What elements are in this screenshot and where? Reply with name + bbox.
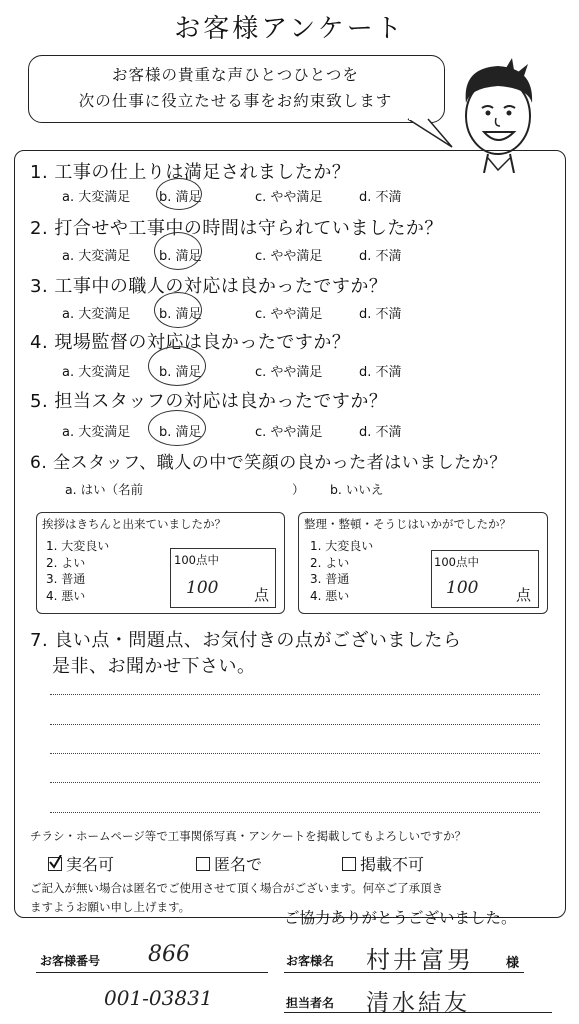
tidy-score-value[interactable]: 100 — [446, 578, 479, 598]
page-title: お客様アンケート — [174, 14, 405, 44]
question-5: 5. 担当スタッフの対応は良かったですか？ — [30, 391, 388, 412]
option-b[interactable]: b. 満足 — [159, 190, 202, 205]
customer-no-value[interactable]: 866 — [148, 942, 190, 967]
rating-item[interactable]: 3. 普通 — [310, 572, 350, 586]
question-6: 6. 全スタッフ、職人の中で笑顔の良かった者はいましたか？ — [30, 453, 507, 473]
customer-no-label: お客様番号 — [40, 954, 101, 968]
speech-bubble-text — [28, 62, 443, 114]
comment-line[interactable] — [50, 753, 540, 754]
comment-line[interactable] — [50, 812, 540, 813]
option-d[interactable]: d. 不満 — [359, 307, 402, 322]
question-5-options — [62, 421, 402, 440]
checkbox-checked-icon[interactable] — [48, 857, 62, 871]
option-c[interactable]: c. やや満足 — [255, 307, 323, 322]
greeting-score-unit: 点 — [254, 586, 270, 604]
option-b[interactable]: b. 満足 — [159, 365, 202, 380]
selected-answer-circle — [148, 410, 206, 446]
comment-line[interactable] — [50, 724, 540, 725]
option-b[interactable]: b. 満足 — [159, 307, 202, 322]
selected-answer-circle — [154, 292, 202, 328]
question-2-options — [62, 245, 402, 264]
selected-answer-circle — [156, 178, 202, 210]
tidy-score-unit: 点 — [516, 586, 532, 604]
option-b[interactable]: b. 満足 — [159, 249, 202, 264]
question-7-line-2: 是非、お聞かせ下さい。 — [52, 656, 256, 677]
question-4-options — [62, 361, 402, 380]
q6-option-a[interactable]: a. はい（名前 — [65, 482, 144, 497]
option-a[interactable]: a. 大変満足 — [62, 190, 131, 205]
question-3-options — [62, 303, 402, 322]
option-a[interactable]: a. 大変満足 — [62, 307, 131, 322]
publish-option-label: 実名可 — [66, 855, 115, 874]
publish-option-label: 匿名で — [214, 855, 263, 874]
option-d[interactable]: d. 不満 — [359, 365, 402, 380]
question-2: 2. 打合せや工事中の時間は守られていましたか？ — [30, 218, 443, 239]
question-4: 4. 現場監督の対応は良かったですか？ — [30, 332, 351, 353]
comment-line[interactable] — [50, 782, 540, 783]
option-d[interactable]: d. 不満 — [359, 425, 402, 440]
rating-item[interactable]: 1. 大変良い — [310, 539, 374, 553]
option-d[interactable]: d. 不満 — [359, 249, 402, 264]
thanks-message: ご協力ありがとうございました。 — [284, 909, 517, 927]
publish-option-real-name[interactable] — [48, 852, 114, 875]
rating-item[interactable]: 2. よい — [310, 555, 350, 570]
greeting-rating-list — [46, 538, 109, 604]
staff-name-value[interactable]: 清水結友 — [366, 990, 470, 1016]
tidy-score-label: 100点中 — [434, 555, 479, 569]
question-1-options — [62, 186, 402, 205]
customer-name-label: お客様名 — [286, 954, 335, 968]
greeting-box-title: 挨拶はきちんと出来ていましたか？ — [42, 517, 226, 531]
checkbox-icon[interactable] — [342, 857, 356, 871]
selected-answer-circle — [148, 346, 206, 386]
option-a[interactable]: a. 大変満足 — [62, 365, 131, 380]
option-c[interactable]: c. やや満足 — [255, 425, 323, 440]
greeting-score-label: 100点中 — [174, 553, 219, 567]
selected-answer-circle — [154, 232, 202, 270]
option-c[interactable]: c. やや満足 — [255, 190, 323, 205]
publish-option-anonymous[interactable] — [196, 852, 262, 875]
question-1: 1. 工事の仕上りは満足されましたか？ — [30, 162, 351, 183]
record-code: 001-03831 — [104, 986, 213, 1010]
q6-paren-close: ） — [292, 482, 305, 497]
publish-option-label: 掲載不可 — [360, 855, 425, 874]
rating-item[interactable]: 1. 大変良い — [46, 539, 110, 553]
rating-item[interactable]: 4. 悪い — [310, 588, 350, 603]
option-d[interactable]: d. 不満 — [359, 190, 402, 205]
question-7-line-1: 7. 良い点・問題点、お気付きの点がございましたら — [30, 630, 462, 651]
rating-item[interactable]: 2. よい — [46, 555, 86, 570]
honorific: 様 — [506, 956, 520, 971]
option-a[interactable]: a. 大変満足 — [62, 249, 131, 264]
rating-item[interactable]: 3. 普通 — [46, 572, 86, 586]
question-3: 3. 工事中の職人の対応は良かったですか？ — [30, 276, 388, 297]
tidy-rating-list — [310, 538, 373, 604]
bubble-line-2: 次の仕事に役立たせる事をお約束致します — [78, 92, 393, 110]
option-c[interactable]: c. やや満足 — [255, 249, 323, 264]
comment-line[interactable] — [50, 694, 540, 695]
customer-name-value[interactable]: 村井富男 — [366, 946, 474, 974]
tidy-box-title: 整理・整頓・そうじはいかがでしたか？ — [304, 517, 511, 531]
option-b[interactable]: b. 満足 — [159, 425, 202, 440]
publish-option-no[interactable] — [342, 852, 424, 875]
publish-question: チラシ・ホームページ等で工事関係写真・アンケートを掲載してもよろしいですか？ — [30, 829, 467, 843]
publish-note-2: ますようお願い申し上げます。 — [30, 900, 191, 914]
q6-option-b[interactable]: b. いいえ — [330, 482, 384, 497]
greeting-score-value[interactable]: 100 — [186, 578, 219, 598]
option-a[interactable]: a. 大変満足 — [62, 425, 131, 440]
rating-item[interactable]: 4. 悪い — [46, 588, 86, 603]
bubble-line-1: お客様の貴重な声ひとつひとつを — [112, 66, 359, 84]
option-c[interactable]: c. やや満足 — [255, 365, 323, 380]
staff-name-label: 担当者名 — [286, 996, 335, 1010]
publish-note-1: ご記入が無い場合は匿名でご使用させて頂く場合がございます。何卒ご了承頂き — [30, 881, 444, 895]
customer-no-underline — [36, 972, 268, 973]
checkbox-icon[interactable] — [196, 857, 210, 871]
